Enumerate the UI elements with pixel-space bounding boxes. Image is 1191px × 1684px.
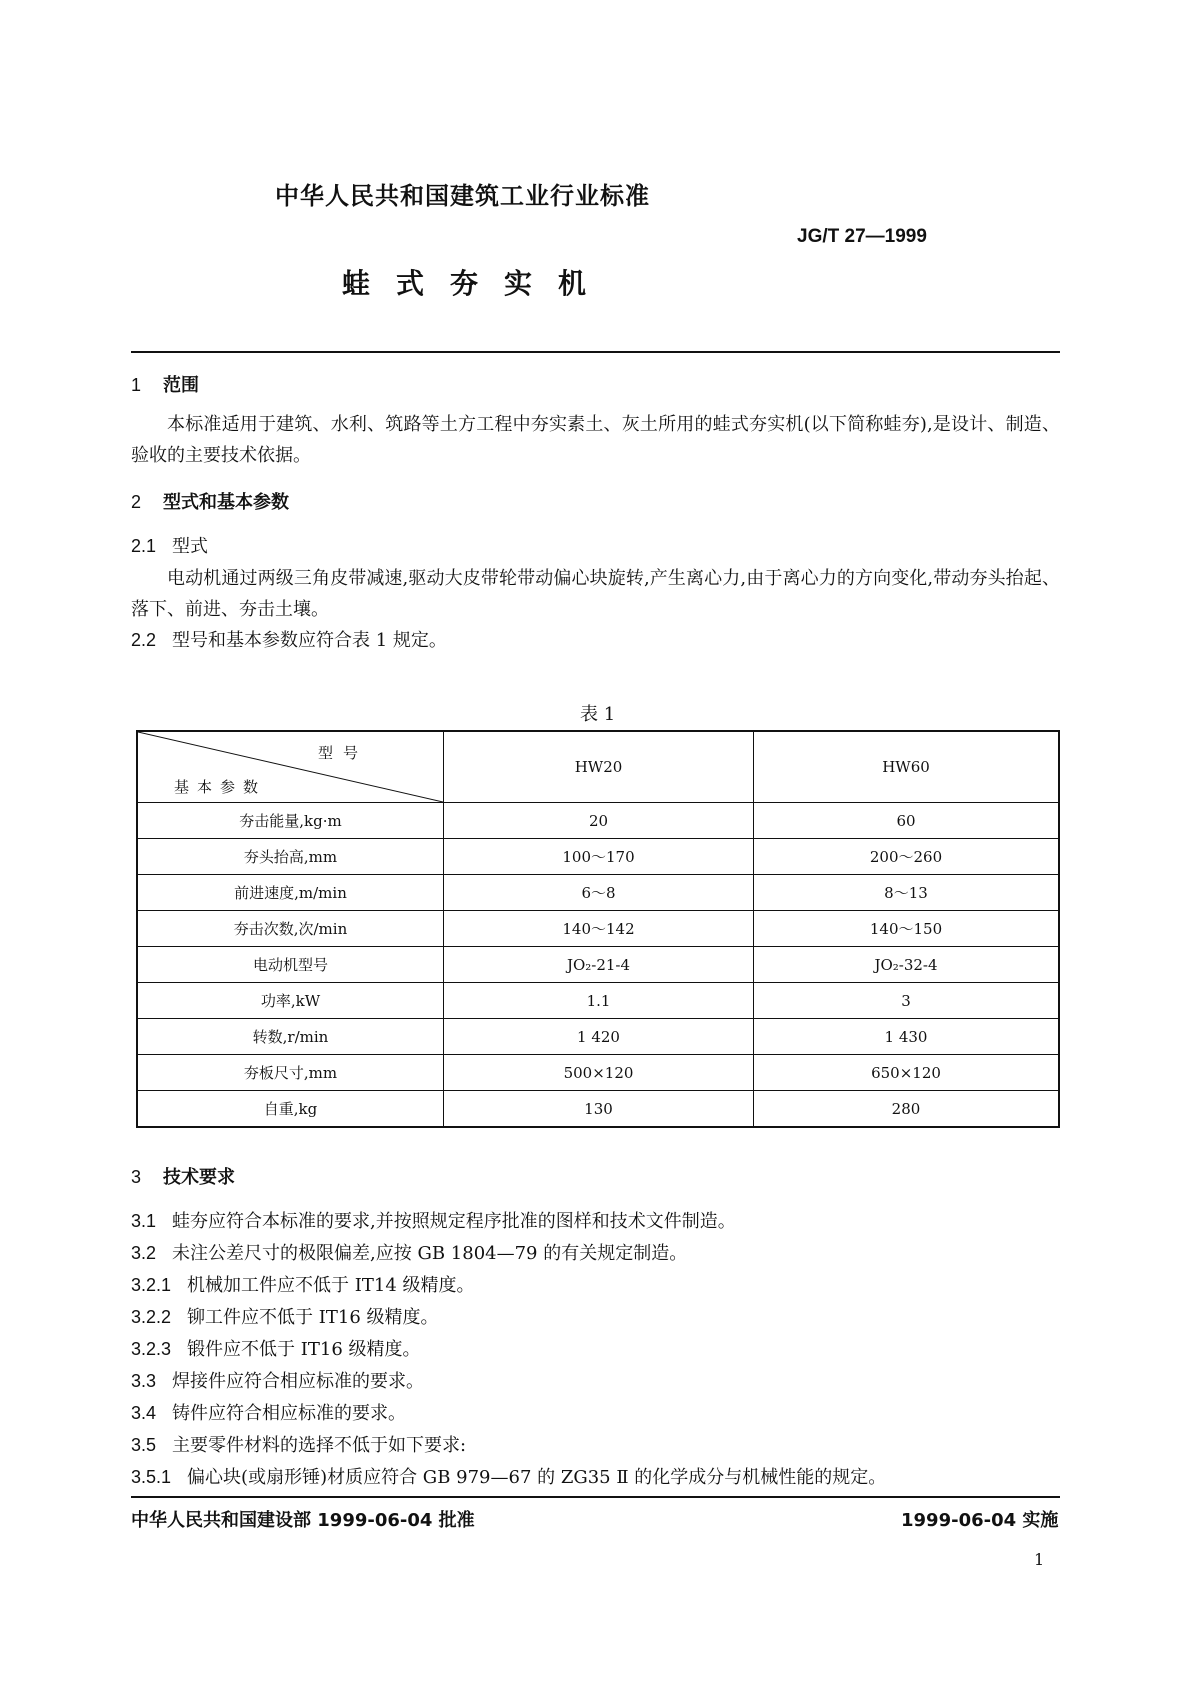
- param-cell: 夯板尺寸,mm: [137, 1055, 444, 1091]
- item-text: 铆工件应不低于 IT16 级精度。: [187, 1307, 439, 1328]
- param-cell: 前进速度,m/min: [137, 875, 444, 911]
- hw20-value-cell: 130: [444, 1091, 754, 1128]
- subsection-number: 2.2: [131, 630, 157, 650]
- model-hw60-header: HW60: [754, 731, 1060, 803]
- item-text: 锻件应不低于 IT16 级精度。: [187, 1339, 421, 1360]
- hw60-value-cell: 140～150: [754, 911, 1060, 947]
- item-number: 3.5: [131, 1435, 157, 1455]
- list-item: [131, 1463, 886, 1489]
- hw20-value-cell: 500×120: [444, 1055, 754, 1091]
- section-number: 2: [131, 492, 142, 512]
- table-caption: 表 1: [580, 704, 616, 725]
- item-number: 3.2.2: [131, 1307, 172, 1327]
- table-row: [137, 875, 1059, 911]
- section-title: 技术要求: [163, 1167, 235, 1188]
- section-number: 3: [131, 1167, 142, 1187]
- section-3-heading: [131, 1163, 235, 1189]
- hw20-value-cell: 140～142: [444, 911, 754, 947]
- diagonal-header-cell: [137, 731, 444, 803]
- table-row: [137, 1055, 1059, 1091]
- section-2-1-paragraph: 电动机通过两级三角皮带减速,驱动大皮带轮带动偏心块旋转,产生离心力,由于离心力的方向变化,带动夯头抬起、落下、前进、夯击土壤。: [131, 568, 1060, 620]
- page-number: 1: [1034, 1550, 1045, 1569]
- hw20-value-cell: 1.1: [444, 983, 754, 1019]
- item-number: 3.2.3: [131, 1339, 172, 1359]
- table-row: [137, 1091, 1059, 1128]
- item-number: 3.5.1: [131, 1467, 172, 1487]
- item-number: 3.2.1: [131, 1275, 172, 1295]
- model-hw20-header: HW20: [444, 731, 754, 803]
- list-item: [131, 1271, 475, 1297]
- item-number: 3.4: [131, 1403, 157, 1423]
- list-item: [131, 1367, 424, 1393]
- subsection-text: 型号和基本参数应符合表 1 规定。: [172, 630, 447, 651]
- param-cell: 自重,kg: [137, 1091, 444, 1128]
- item-text: 铸件应符合相应标准的要求。: [172, 1403, 407, 1424]
- subsection-number: 2.1: [131, 536, 157, 556]
- parameters-table: [136, 730, 1060, 1128]
- document-title: 蛙式夯实机: [342, 267, 613, 300]
- hw60-value-cell: JO₂-32-4: [754, 947, 1060, 983]
- table-row: [137, 947, 1059, 983]
- subsection-2-1: [131, 532, 208, 558]
- subsection-title: 型式: [172, 536, 209, 557]
- table-row: [137, 1019, 1059, 1055]
- section-1-heading: [131, 371, 199, 397]
- top-divider: [131, 351, 1060, 353]
- item-text: 未注公差尺寸的极限偏差,应按 GB 1804—79 的有关规定制造。: [172, 1243, 688, 1264]
- section-title: 范围: [163, 375, 199, 396]
- table-row: [137, 983, 1059, 1019]
- approval-line: 中华人民共和国建设部 1999-06-04 批准: [131, 1510, 475, 1531]
- item-number: 3.1: [131, 1211, 157, 1231]
- table-row: [137, 803, 1059, 839]
- hw20-value-cell: 6～8: [444, 875, 754, 911]
- hw60-value-cell: 60: [754, 803, 1060, 839]
- implementation-line: 1999-06-04 实施: [901, 1510, 1059, 1531]
- hw60-value-cell: 1 430: [754, 1019, 1060, 1055]
- hw20-value-cell: 1 420: [444, 1019, 754, 1055]
- item-text: 主要零件材料的选择不低于如下要求:: [172, 1435, 467, 1456]
- hw60-value-cell: 8～13: [754, 875, 1060, 911]
- list-item: [131, 1303, 439, 1329]
- list-item: [131, 1399, 406, 1425]
- subsection-2-2: [131, 626, 447, 652]
- param-cell: 夯击能量,kg·m: [137, 803, 444, 839]
- item-text: 偏心块(或扇形锤)材质应符合 GB 979—67 的 ZG35 Ⅱ 的化学成分与机械性能的规定。: [187, 1467, 887, 1488]
- hw20-value-cell: 20: [444, 803, 754, 839]
- list-item: [131, 1207, 736, 1233]
- section-2-heading: [131, 488, 289, 514]
- table-header-row: [137, 731, 1059, 803]
- param-cell: 功率,kW: [137, 983, 444, 1019]
- list-item: [131, 1335, 421, 1361]
- list-item: [131, 1239, 687, 1265]
- hw60-value-cell: 200～260: [754, 839, 1060, 875]
- standard-code: JG/T 27—1999: [797, 226, 927, 247]
- standard-header: 中华人民共和国建筑工业行业标准: [275, 182, 650, 210]
- param-cell: 夯头抬高,mm: [137, 839, 444, 875]
- param-cell: 电动机型号: [137, 947, 444, 983]
- hw20-value-cell: 100～170: [444, 839, 754, 875]
- hw60-value-cell: 3: [754, 983, 1060, 1019]
- item-text: 机械加工件应不低于 IT14 级精度。: [187, 1275, 475, 1296]
- item-text: 蛙夯应符合本标准的要求,并按照规定程序批准的图样和技术文件制造。: [172, 1211, 736, 1232]
- section-1-paragraph: 本标准适用于建筑、水利、筑路等土方工程中夯实素土、灰土所用的蛙式夯实机(以下简称蛙夯),是设计、制造、验收的主要技术依据。: [131, 414, 1060, 466]
- table-row: [137, 911, 1059, 947]
- list-item: [131, 1431, 466, 1457]
- param-header-label: 基本参数: [174, 778, 267, 796]
- section-number: 1: [131, 375, 142, 395]
- item-text: 焊接件应符合相应标准的要求。: [172, 1371, 425, 1392]
- section-title: 型式和基本参数: [163, 492, 289, 513]
- table-row: [137, 839, 1059, 875]
- param-cell: 夯击次数,次/min: [137, 911, 444, 947]
- item-number: 3.3: [131, 1371, 157, 1391]
- bottom-divider: [131, 1496, 1060, 1498]
- param-cell: 转数,r/min: [137, 1019, 444, 1055]
- item-number: 3.2: [131, 1243, 157, 1263]
- hw20-value-cell: JO₂-21-4: [444, 947, 754, 983]
- model-header-label: 型号: [318, 744, 369, 762]
- hw60-value-cell: 650×120: [754, 1055, 1060, 1091]
- hw60-value-cell: 280: [754, 1091, 1060, 1128]
